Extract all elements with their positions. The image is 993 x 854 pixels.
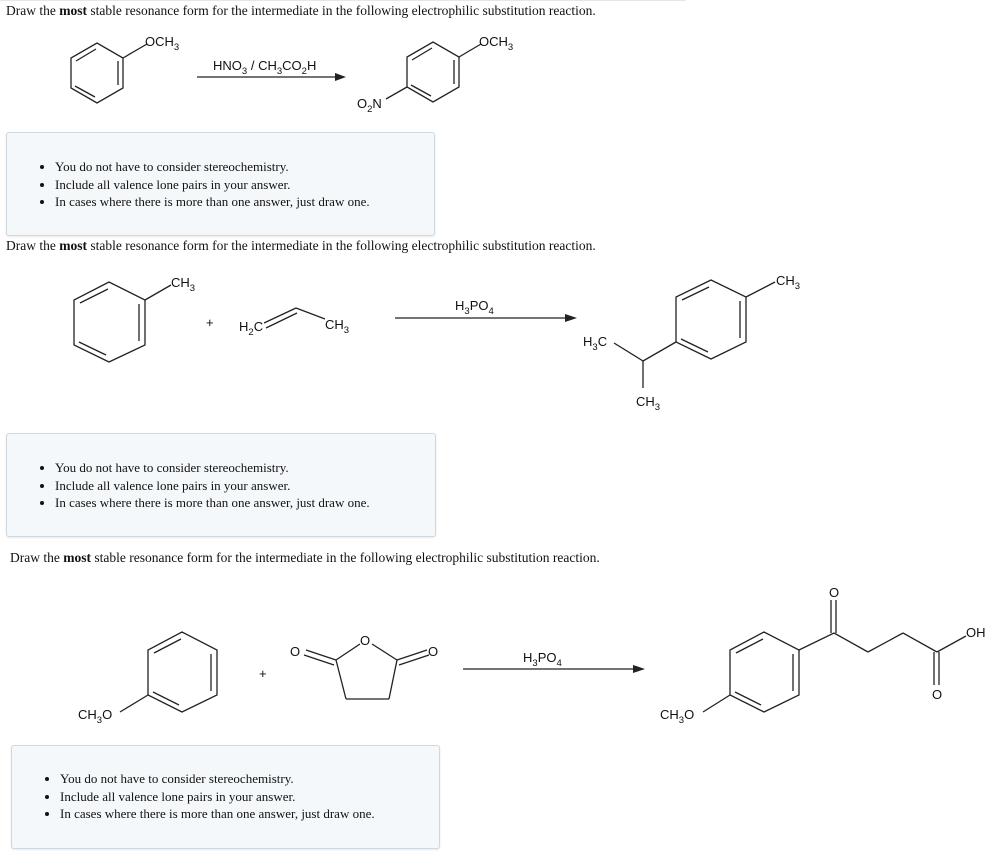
reaction-scheme-1 [0,0,993,125]
catalyst-label: $H_3PO_4$ [455,298,494,317]
substituent-label: $CH_3$ [636,394,661,413]
substituent-label: $CH_3$ [171,275,196,294]
bond [834,633,868,652]
instruction-item: • In cases where there is more than one answer, just draw one. [55,494,435,512]
question-prompt: Draw the most stable resonance form for the intermediate in the following electrophilic substitution reaction. [6,238,596,253]
atom-label: O [829,585,840,600]
atom-label: O [360,633,371,648]
bond [386,87,407,99]
bond [120,695,148,712]
bond [903,633,937,652]
reaction-scheme-svg [0,0,993,125]
emphasis-most: most [63,550,91,565]
benzene-ring-anisole [148,632,217,712]
question-prompt: Draw the most stable resonance form for the intermediate in the following electrophilic substitution reaction. [6,3,596,18]
alkene-label: $H_2C$ [239,319,264,338]
atom-label: O [932,687,943,702]
reaction-scheme-2 [0,255,993,425]
bond [799,633,834,650]
bond [868,633,903,652]
arrow-head [565,314,577,322]
instruction-item: • Include all valence lone pairs in your answer. [55,477,435,495]
instructions-box-2 [6,433,436,537]
instruction-item: • Include all valence lone pairs in your answer. [60,788,439,806]
atom-label: O [428,644,439,659]
substituent-label: $O_2N$ [357,96,382,115]
instructions-list [7,459,435,512]
question-prompt: Draw the most stable resonance form for the intermediate in the following electrophilic substitution reaction. [10,550,600,565]
catalyst-label: $H_3PO_4$ [523,650,562,669]
succinic-anhydride [304,644,429,699]
substituent-label: $CH_3O$ [78,707,113,726]
substituent-label: $OCH_3$ [145,34,180,53]
plus-sign: + [206,315,214,330]
bond [459,44,481,57]
benzene-ring-product [676,280,746,359]
bond [746,282,775,297]
substituent-label: $OCH_3$ [479,34,514,53]
instruction-item: • You do not have to consider stereochemistry. [55,459,435,477]
bond [145,285,171,300]
bond [643,342,676,361]
benzene-ring-reactant [71,43,123,103]
instructions-box-3 [11,745,440,849]
instruction-item: • Include all valence lone pairs in your answer. [55,176,434,194]
plus-sign: + [259,666,267,681]
substituent-label: $H_3C$ [583,334,608,353]
reagent-label: $HNO_3 / CH_3CO_2H$ [213,58,317,77]
emphasis-most: most [59,238,87,253]
substituent-label: $CH_3$ [776,273,801,292]
instruction-item: • In cases where there is more than one answer, just draw one. [60,805,439,823]
atom-label: O [290,644,301,659]
instruction-item: • In cases where there is more than one answer, just draw one. [55,193,434,211]
bond [614,343,643,361]
benzene-ring-product [730,632,799,712]
atom-label: OH [966,625,986,640]
substituent-label: $CH_3O$ [660,707,695,726]
instruction-item: • You do not have to consider stereochemistry. [60,770,439,788]
bond [123,44,147,58]
arrow-head [633,665,645,673]
arrow-head [335,73,346,81]
instructions-box-1 [6,132,435,236]
instructions-list [12,770,439,823]
reaction-scheme-svg [0,255,993,425]
reaction-scheme-svg [0,575,993,735]
reaction-scheme-3 [0,575,993,735]
benzene-ring-toluene [74,282,145,362]
instruction-item: • You do not have to consider stereochemistry. [55,158,434,176]
bond [937,636,966,652]
instructions-list [7,158,434,211]
emphasis-most: most [59,3,87,18]
benzene-ring-product [407,42,459,102]
bond [296,308,325,319]
bond [703,695,730,712]
alkene-label: $CH_3$ [325,317,350,336]
